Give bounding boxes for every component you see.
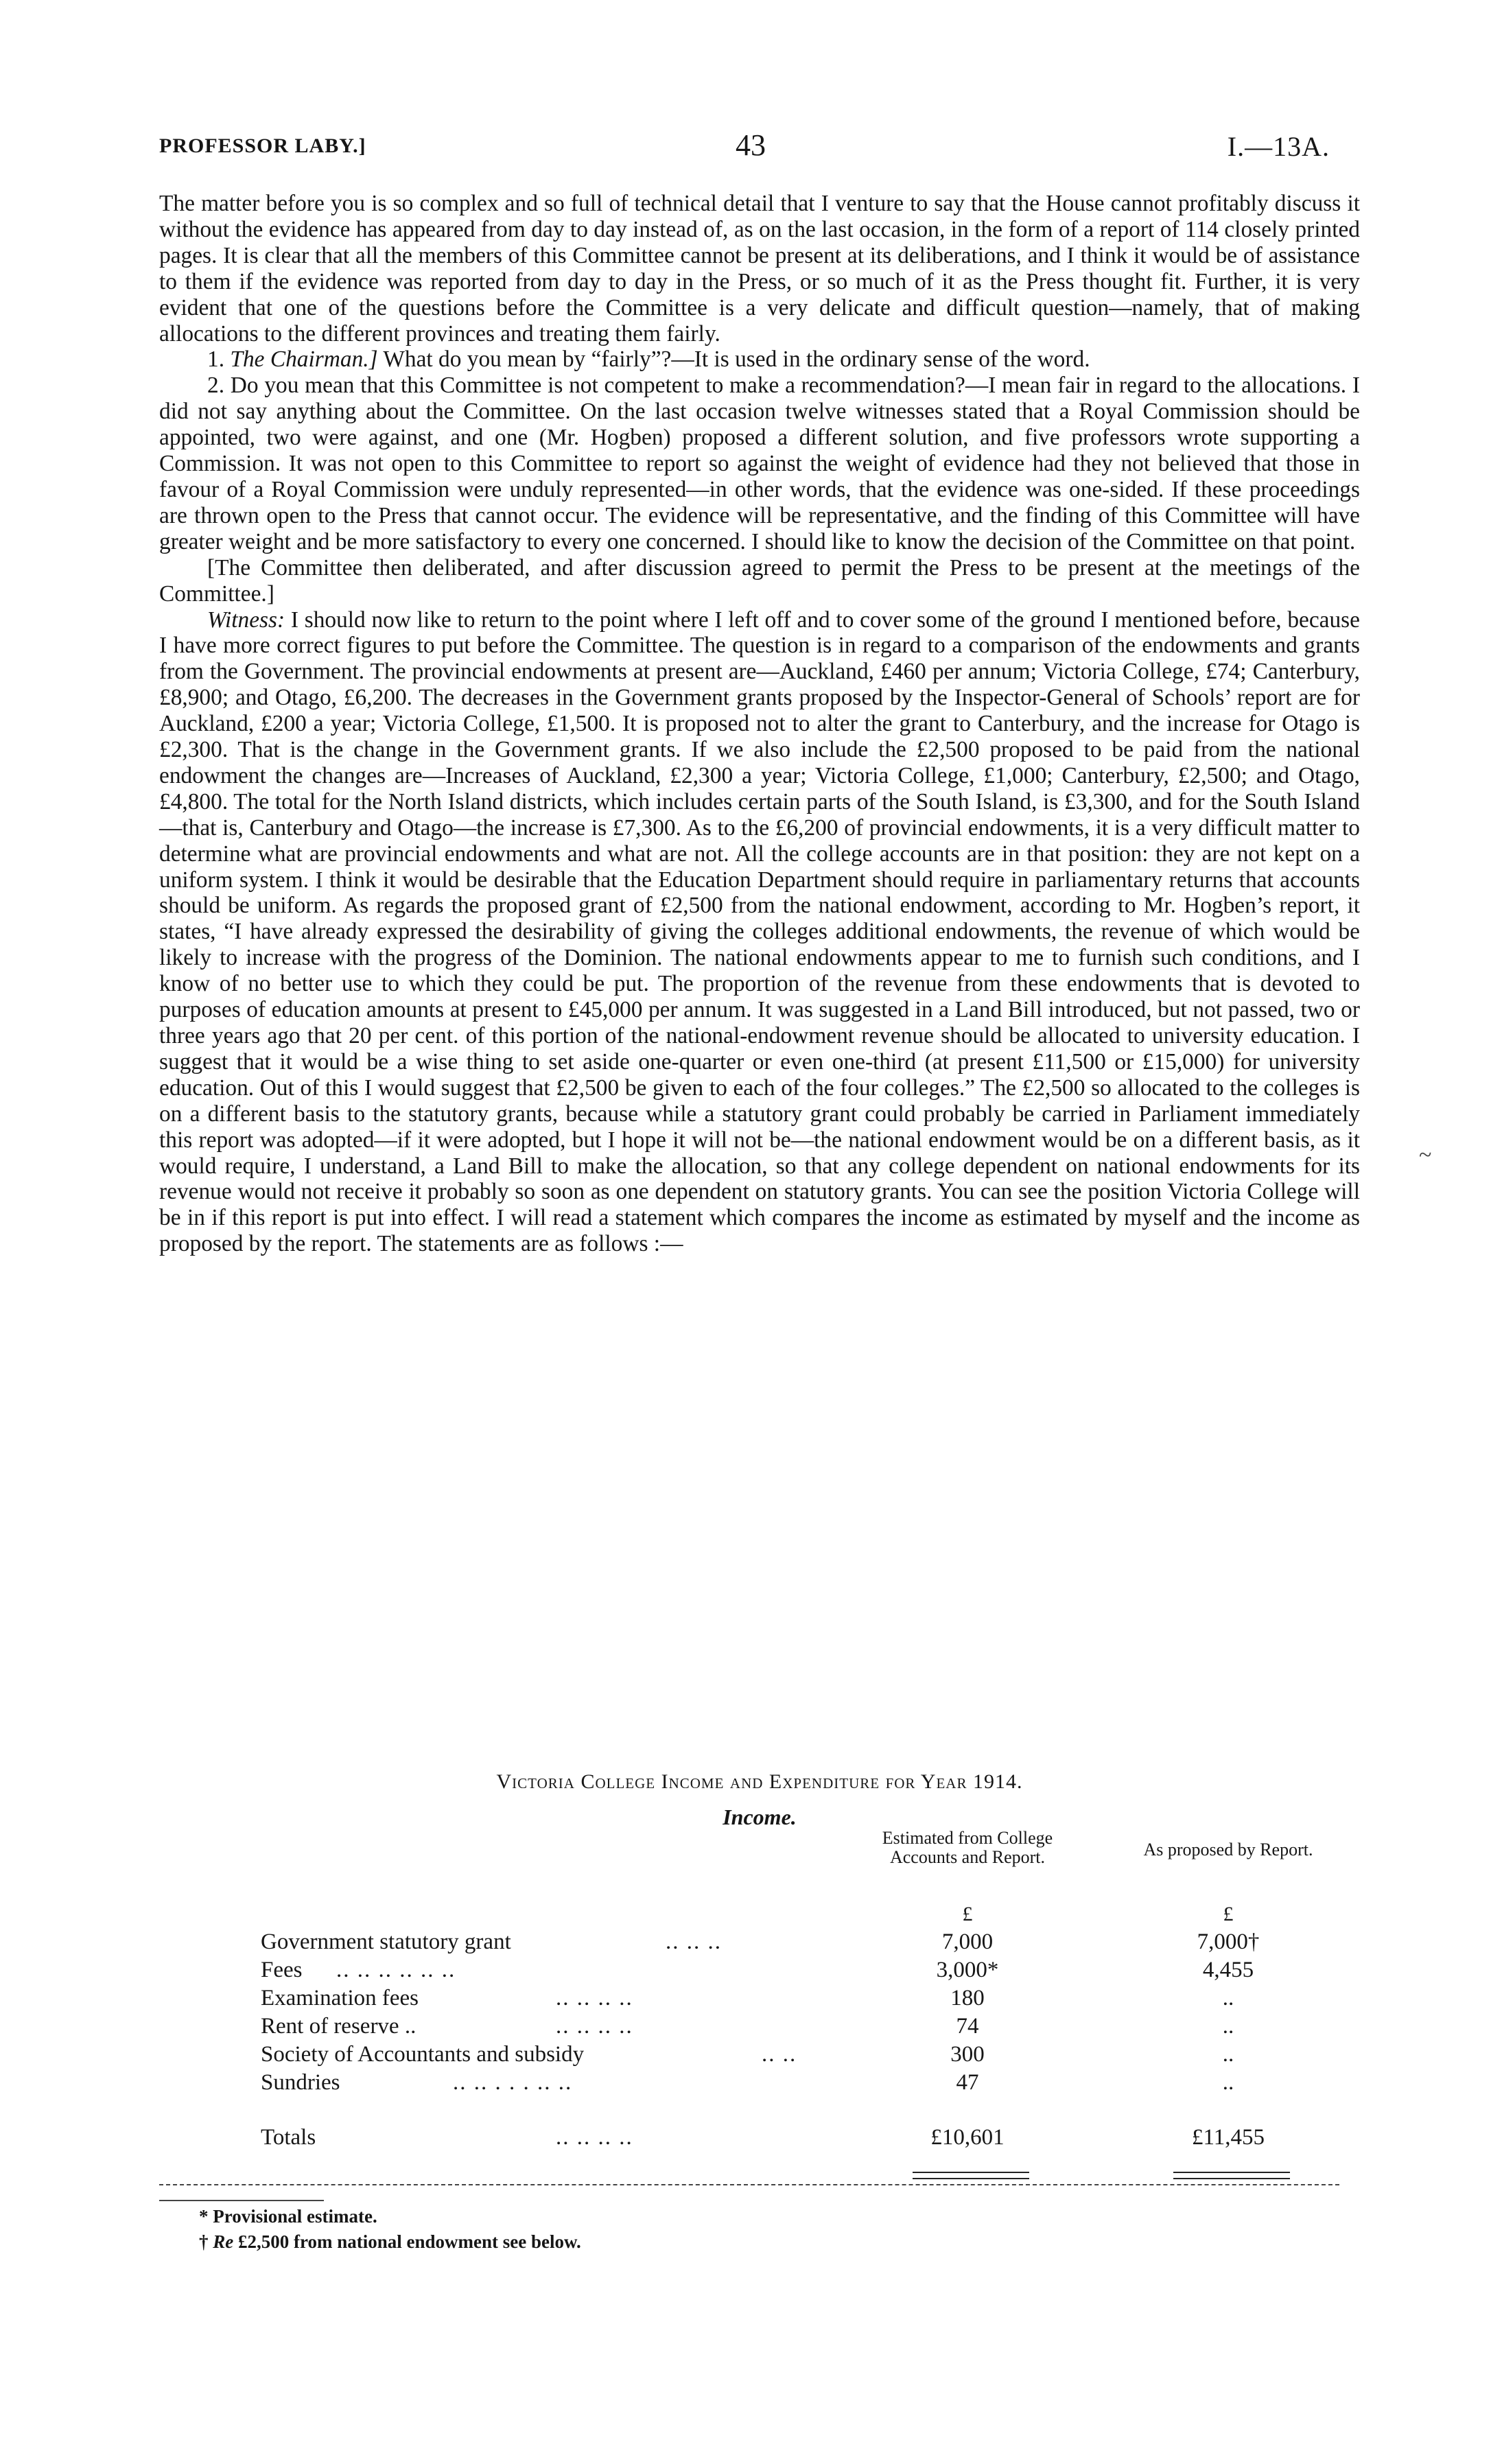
- footnote-dagger: †: [199, 2231, 213, 2252]
- paragraph-question-1: [159, 347, 1360, 373]
- table-row: [261, 1929, 1359, 1958]
- row-value-estimated: 74: [956, 2014, 979, 2039]
- row-label: Fees: [261, 1958, 303, 1982]
- paragraph-committee-note: [The Committee then deliberated, and after discussion agreed to permit the Press to be present at the meetings of the Committee.]: [159, 554, 1360, 607]
- running-head: [159, 128, 1330, 169]
- footnote-text: £2,500 from national endowment see below.: [233, 2231, 581, 2252]
- body-text: [159, 191, 1360, 1257]
- table-subtitle: Income.: [723, 1805, 797, 1829]
- table-bottom-rule: [159, 2184, 1339, 2185]
- row-label: Rent of reserve ..: [261, 2014, 416, 2039]
- table-totals-row: [261, 2125, 1359, 2154]
- table-row: [261, 1958, 1359, 1986]
- row-value-estimated: 300: [950, 2042, 985, 2067]
- row-label: Society of Accountants and subsidy: [261, 2042, 585, 2067]
- row-value-estimated: 7,000: [941, 1929, 994, 1954]
- row-value-proposed: 4,455: [1202, 1958, 1254, 1982]
- speaker-chairman: The Chairman.]: [230, 347, 378, 373]
- table-row: [261, 1986, 1359, 2015]
- row-label: Examination fees: [261, 1986, 419, 2010]
- paragraph-witness-statement: [159, 607, 1360, 1258]
- document-reference: I.—13A.: [1227, 131, 1330, 162]
- totals-leaders: .. .. .. ..: [556, 2125, 633, 2150]
- row-leaders: .. ..: [762, 2042, 797, 2067]
- totals-double-rule-estimated: [913, 2172, 1029, 2179]
- paragraph-opening: The matter before you is so complex and so full of technical detail that I venture to say that the House cannot profitably discuss it without the evidence has appeared from day to day instead of, as on the last occasion, in the form of a report of 114 closely printed pages. It is clear that all the members of this Committee cannot be present at its deliberations, and I think it would be of assistance to them if the evidence was reported from day to day in the Press, or so much of it as the Press thought fit. Further, it is very evident that one of the questions before the Committee is a very delicate and difficult question—namely, that of making allocations to the different provinces and treating them fairly.: [159, 191, 1360, 347]
- footnote-provisional: * Provisional estimate.: [199, 2206, 377, 2227]
- table-row: [261, 2070, 1359, 2099]
- footnote-national-endowment: [199, 2231, 581, 2253]
- totals-value-proposed: £11,455: [1191, 2125, 1265, 2150]
- footnote-rule: [159, 2200, 324, 2201]
- row-leaders: .. .. .. .. .. ..: [336, 1958, 456, 1982]
- margin-mark: ~: [1419, 1142, 1432, 1168]
- row-value-proposed: ..: [1222, 1986, 1234, 2010]
- totals-double-rule-proposed: [1173, 2172, 1290, 2179]
- row-value-estimated: 47: [956, 2070, 979, 2095]
- table-title: Victoria College Income and Expenditure for Year 1914.: [496, 1770, 1023, 1793]
- row-value-proposed: 7,000†: [1197, 1929, 1260, 1954]
- totals-label: Totals: [261, 2125, 316, 2150]
- row-value-estimated: 3,000*: [936, 1958, 999, 1982]
- row-value-proposed: ..: [1222, 2042, 1234, 2067]
- row-leaders: .. .. ..: [666, 1929, 722, 1954]
- column-unit-proposed: £: [1223, 1903, 1234, 1925]
- row-label: Government statutory grant: [261, 1929, 511, 1954]
- speaker-witness: Witness:: [207, 607, 285, 633]
- question-1-text: What do you mean by “fairly”?—It is used in the ordinary sense of the word.: [377, 347, 1090, 373]
- footnote-re: Re: [213, 2231, 234, 2252]
- row-label: Sundries: [261, 2070, 340, 2095]
- witness-statement-text: I should now like to return to the point where I left off and to cover some of the ground I mentioned before, because I have more correct figures to put before the Committee. The question is in regard to a comparison of the endowments and grants from the Government. The provincial endowments at present are—Auckland, £460 per annum; Victoria College, £74; Canterbury, £8,900; and Otago, £6,200. The decreases in the Government grants proposed by the Inspector-General of Schools’ report are for Auckland, £200 a year; Victoria College, £1,500. It is proposed not to alter the grant to Canterbury, and the increase for Otago is £2,300. That is the change in the Government grants. If we also include the £2,500 proposed to be paid from the national endowment the changes are—Increases of Auckland, £2,300 a year; Victoria College, £1,000; Canterbury, £2,500; and Otago, £4,800. The total for the North Island districts, which includes certain parts of the South Island, is £3,300, and for the South Island—that is, Canterbury and Otago—the increase is £7,300. As to the £6,200 of provincial endowments, it is a very difficult matter to determine what are provincial endowments and what are not. All the college accounts are in that position: they are not kept on a uniform system. I think it would be desirable that the Education Department should require in parliamentary returns that accounts should be uniform. As regards the proposed grant of £2,500 from the national endowment, according to Mr. Hogben’s report, it states, “I have already expressed the desirability of giving the colleges additional endowments, the revenue of which would be likely to increase with the progress of the Dominion. The national endowments appear to me to furnish such conditions, and I know of no better use to which they could be put. The proportion of the revenue from these endowments that is devoted to purposes of education amounts at present to £45,000 per annum. It was suggested in a Land Bill introduced, but not passed, two or three years ago that 20 per cent. of this portion of the national-endowment revenue should be allocated to university education. I suggest that it would be a wise thing to set aside one-quarter or even one-third (at present £11,500 or £15,000) for university education. Out of this I would suggest that £2,500 be given to each of the four colleges.” The £2,500 so allocated to the colleges is on a different basis to the statutory grants, because while a statutory grant could probably be carried in Parliament immediately this report was adopted—if it were adopted, but I hope it will not be—the national endowment would be on a different basis, as it would require, I understand, a Land Bill to make the allocation, so that any college dependent on national endowments for its revenue would not receive it probably so soon as one dependent on statutory grants. You can see the position Victoria College will be in if this report is put into effect. I will read a statement which compares the income as estimated by myself and the income as proposed by the report. The statements are as follows :—: [159, 607, 1360, 1257]
- row-value-estimated: 180: [950, 1986, 985, 2010]
- table-row: [261, 2014, 1359, 2043]
- question-number: 1.: [207, 347, 225, 373]
- column-header-estimated: Estimated from College Accounts and Report.: [882, 1828, 1053, 1867]
- row-leaders: .. .. .. ..: [556, 1986, 633, 2010]
- header-witness-name: PROFESSOR LABY.]: [159, 134, 366, 157]
- row-leaders: .. .. .. ..: [556, 2014, 633, 2039]
- totals-value-estimated: £10,601: [930, 2125, 1005, 2150]
- row-leaders: .. .. . . . .. ..: [453, 2070, 573, 2095]
- column-header-proposed: As proposed by Report.: [1143, 1840, 1313, 1859]
- row-value-proposed: ..: [1222, 2014, 1234, 2039]
- row-value-proposed: ..: [1222, 2070, 1234, 2095]
- paragraph-question-2: 2. Do you mean that this Committee is not competent to make a recommendation?—I mean fair in regard to the allocations. I did not say anything about the Committee. On the last occasion twelve witnesses stated that a Royal Commission should be appointed, two were against, and one (Mr. Hogben) proposed a different solution, and five professors wrote supporting a Commission. It was not open to this Committee to report so against the weight of evidence had they not believed that those in favour of a Royal Commission were unduly represented—in other words, that the evidence was one-sided. If these proceedings are thrown open to the Press that cannot occur. The evidence will be representative, and the finding of this Committee will have greater weight and be more satisfactory to every one concerned. I should like to know the decision of the Committee on that point.: [159, 373, 1360, 554]
- column-unit-estimated: £: [962, 1903, 973, 1925]
- table-row: [261, 2042, 1359, 2071]
- page-number: 43: [736, 128, 766, 162]
